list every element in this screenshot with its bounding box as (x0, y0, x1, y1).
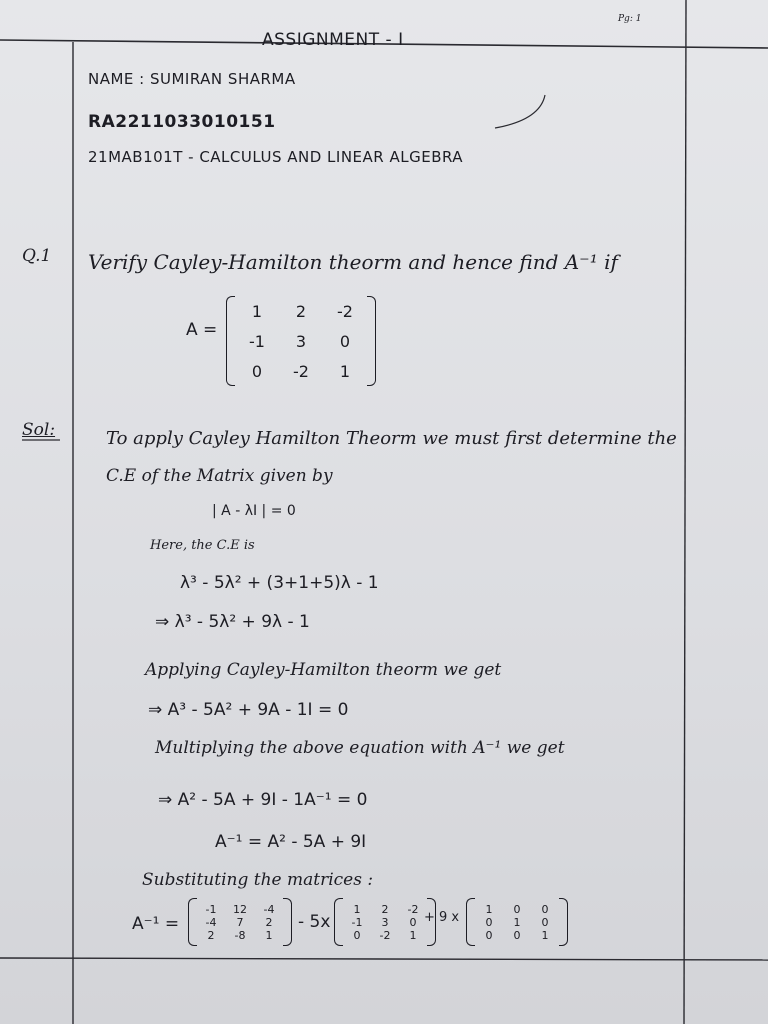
matrix-cell: 2 (265, 915, 273, 929)
matrix-cell: 2 (207, 928, 215, 942)
matrix-cell: -2 (379, 928, 391, 942)
matrix-bracket-left (188, 898, 197, 946)
matrix-cell: 0 (513, 902, 521, 916)
matrix-cell: 1 (409, 928, 417, 942)
assignment-title: ASSIGNMENT - I (262, 30, 404, 50)
identity-matrix-table (475, 903, 559, 942)
solution-line-2: C.E of the Matrix given by (106, 466, 333, 486)
matrix-row (197, 916, 283, 929)
matrix-cell: 1 (485, 902, 493, 916)
final-inverse-label: A⁻¹ = (132, 914, 180, 934)
solution-line-here: Here, the C.E is (150, 538, 255, 553)
matrix-cell: 3 (295, 331, 307, 351)
matrix-row (343, 903, 427, 916)
matrix-cell: -2 (293, 361, 309, 381)
matrix-bracket-right (283, 898, 292, 946)
inverse-equation: ⇒ A² - 5A + 9I - 1A⁻¹ = 0 (158, 790, 368, 810)
matrix-cell: 0 (541, 902, 549, 916)
solution-line-1: To apply Cayley Hamilton Theorm we must first determine the (106, 428, 677, 449)
matrix-bracket-left (334, 898, 343, 946)
matrix-a-label: A = (186, 320, 218, 340)
matrix-cell: -2 (337, 301, 353, 321)
matrix-bracket-left (466, 898, 475, 946)
matrix-cell: 0 (251, 361, 263, 381)
student-name: NAME : SUMIRAN SHARMA (88, 70, 296, 88)
matrix-cell: 0 (409, 915, 417, 929)
matrix-cell: 1 (353, 902, 361, 916)
solution-line-substituting: Substituting the matrices : (142, 870, 374, 890)
matrix-cell: 0 (485, 915, 493, 929)
matrix-row (197, 929, 283, 942)
matrix-row (343, 916, 427, 929)
matrix-row (235, 356, 367, 386)
matrix-cell: -4 (205, 915, 217, 929)
matrix-a-squared (188, 898, 292, 946)
matrix-cell: 0 (353, 928, 361, 942)
matrix-cell: 2 (381, 902, 389, 916)
matrix-cell: 1 (339, 361, 351, 381)
matrix-cell: 2 (295, 301, 307, 321)
matrix-cell: 1 (541, 928, 549, 942)
matrix-cell: -1 (205, 902, 217, 916)
matrix-row (235, 326, 367, 356)
matrix-cell: -1 (249, 331, 265, 351)
matrix-cell: 1 (251, 301, 263, 321)
matrix-row (475, 916, 559, 929)
matrix-bracket-left (226, 296, 235, 386)
matrix-cell: -8 (234, 928, 246, 942)
question-text: Verify Cayley-Hamilton theorm and hence find A⁻¹ if (88, 250, 618, 274)
solution-line-multiplying: Multiplying the above equation with A⁻¹ we get (155, 738, 565, 758)
identity-matrix (466, 898, 568, 946)
page-number-note: Pg: 1 (618, 14, 642, 24)
matrix-a (226, 296, 376, 386)
matrix-row (235, 296, 367, 326)
matrix-equation: ⇒ A³ - 5A² + 9A - 1I = 0 (148, 700, 349, 720)
registration-number: RA2211033010151 (88, 112, 276, 132)
characteristic-equation-simplified: ⇒ λ³ - 5λ² + 9λ - 1 (155, 612, 310, 632)
matrix-cell: 0 (513, 928, 521, 942)
matrix-row (475, 903, 559, 916)
matrix-cell: 0 (541, 915, 549, 929)
solution-label: Sol: (22, 420, 56, 440)
characteristic-equation: λ³ - 5λ² + (3+1+5)λ - 1 (180, 573, 379, 593)
matrix-bracket-right (367, 296, 376, 386)
matrix-row (475, 929, 559, 942)
matrix-cell: -4 (263, 902, 275, 916)
characteristic-equation-setup: | A - λI | = 0 (212, 503, 296, 519)
operator-minus-five: - 5x (298, 912, 331, 932)
question-label: Q.1 (22, 246, 52, 266)
matrix-a-repeat (334, 898, 436, 946)
matrix-a-table (235, 296, 367, 386)
solution-line-applying: Applying Cayley-Hamilton theorm we get (145, 660, 502, 680)
matrix-row (343, 929, 427, 942)
matrix-bracket-right (559, 898, 568, 946)
matrix-cell: 1 (265, 928, 273, 942)
matrix-cell: -1 (351, 915, 363, 929)
matrix-a-repeat-table (343, 903, 427, 942)
course-code: 21MAB101T - CALCULUS AND LINEAR ALGEBRA (88, 148, 464, 166)
matrix-cell: 3 (381, 915, 389, 929)
matrix-a-squared-table (197, 903, 283, 942)
matrix-cell: -2 (407, 902, 419, 916)
operator-plus-nine: + 9 x (424, 910, 460, 925)
inverse-formula: A⁻¹ = A² - 5A + 9I (215, 832, 367, 852)
matrix-cell: 0 (485, 928, 493, 942)
matrix-cell: 12 (233, 902, 247, 916)
matrix-cell: 1 (513, 915, 521, 929)
matrix-cell: 7 (236, 915, 244, 929)
matrix-cell: 0 (339, 331, 351, 351)
matrix-row (197, 903, 283, 916)
